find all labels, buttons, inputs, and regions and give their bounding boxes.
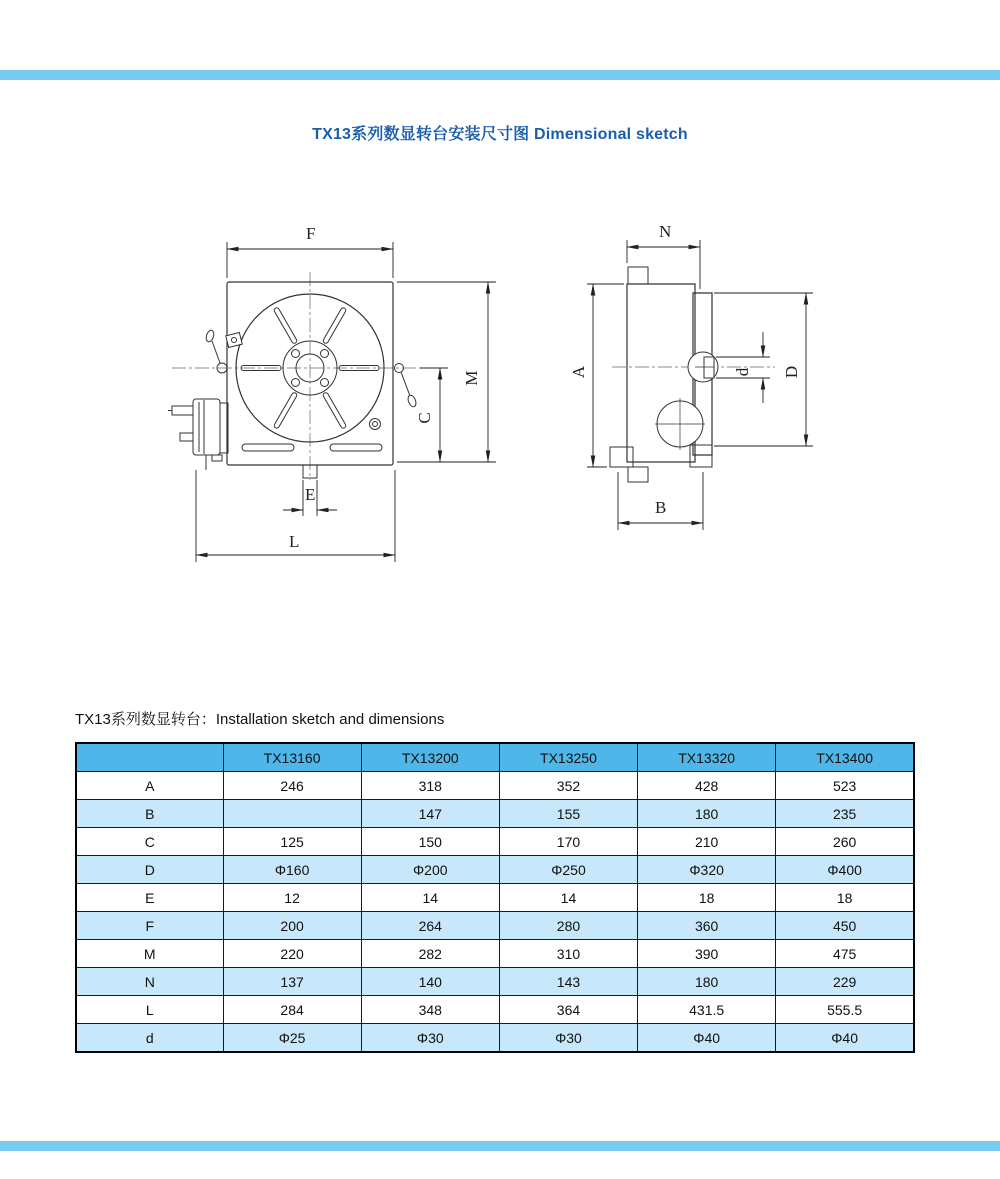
dim-label-C: C: [415, 412, 434, 424]
dim-label-L: L: [289, 532, 300, 551]
bottom-rule-bar: [0, 1141, 1000, 1151]
table-cell: 140: [361, 968, 499, 996]
table-cell: 235: [776, 800, 914, 828]
table-cell: d: [76, 1024, 223, 1053]
table-cell: 475: [776, 940, 914, 968]
table-cell: Φ30: [499, 1024, 637, 1053]
grease-fitting-icon: [370, 419, 381, 430]
table-cell: Φ25: [223, 1024, 361, 1053]
table-cell: 284: [223, 996, 361, 1024]
table-cell: B: [76, 800, 223, 828]
table-cell: E: [76, 884, 223, 912]
table-cell: TX13160: [223, 743, 361, 772]
dim-label-E: E: [305, 485, 316, 504]
table-cell: 260: [776, 828, 914, 856]
table-cell: 360: [638, 912, 776, 940]
table-cell: TX13400: [776, 743, 914, 772]
front-view: [168, 224, 496, 562]
table-cell: 229: [776, 968, 914, 996]
table-cell: 14: [361, 884, 499, 912]
table-cell: 143: [499, 968, 637, 996]
table-header-row: [76, 743, 914, 772]
dimensions-table: [75, 742, 915, 1053]
table-cell: 18: [776, 884, 914, 912]
page-title: TX13系列数显转台安装尺寸图 Dimensional sketch: [312, 126, 688, 143]
table-cell: TX13320: [638, 743, 776, 772]
dim-label-N: N: [659, 222, 672, 241]
table-cell: 246: [223, 772, 361, 800]
dim-M: [397, 282, 496, 462]
table-cell: 280: [499, 912, 637, 940]
table-cell: 155: [499, 800, 637, 828]
table-cell: N: [76, 968, 223, 996]
table-cell: 390: [638, 940, 776, 968]
table-cell: 431.5: [638, 996, 776, 1024]
dimensional-sketch: [100, 218, 860, 578]
dim-d: [716, 332, 770, 403]
handwheel-side: [655, 398, 705, 450]
table-cell: 200: [223, 912, 361, 940]
table-row: [76, 772, 914, 800]
table-cell: 12: [223, 884, 361, 912]
table-cell: F: [76, 912, 223, 940]
clamp-lever-left: [205, 329, 242, 373]
table-cell: 348: [361, 996, 499, 1024]
table-row: [76, 1024, 914, 1053]
table-cell: A: [76, 772, 223, 800]
dimensions-table-body: [76, 743, 914, 1052]
table-cell: D: [76, 856, 223, 884]
table-cell: 14: [499, 884, 637, 912]
table-cell: 352: [499, 772, 637, 800]
table-row: [76, 996, 914, 1024]
table-row: [76, 940, 914, 968]
table-cell: 310: [499, 940, 637, 968]
table-cell: [223, 800, 361, 828]
table-cell: 555.5: [776, 996, 914, 1024]
table-row: [76, 856, 914, 884]
table-cell: 264: [361, 912, 499, 940]
table-cell: 318: [361, 772, 499, 800]
table-row: [76, 800, 914, 828]
table-cell: 364: [499, 996, 637, 1024]
table-cell: 523: [776, 772, 914, 800]
table-cell: Φ40: [638, 1024, 776, 1053]
dim-N: [627, 240, 700, 289]
table-cell: [76, 743, 223, 772]
table-cell: Φ400: [776, 856, 914, 884]
table-cell: TX13250: [499, 743, 637, 772]
table-cell: 180: [638, 800, 776, 828]
dim-label-d: d: [733, 367, 752, 377]
side-view: [569, 222, 813, 530]
table-cell: 125: [223, 828, 361, 856]
table-cell: Φ30: [361, 1024, 499, 1053]
table-row: [76, 884, 914, 912]
table-cell: 150: [361, 828, 499, 856]
dim-label-A: A: [569, 365, 588, 379]
table-cell: 147: [361, 800, 499, 828]
table-cell: 137: [223, 968, 361, 996]
table-cell: C: [76, 828, 223, 856]
table-cell: TX13200: [361, 743, 499, 772]
table-cell: 170: [499, 828, 637, 856]
dim-label-D: D: [782, 365, 801, 379]
dim-label-B: B: [655, 498, 667, 517]
table-row: [76, 828, 914, 856]
table-cell: 450: [776, 912, 914, 940]
top-rule-bar: [0, 70, 1000, 80]
spindle-hub: [688, 352, 718, 382]
table-caption: TX13系列数显转台：Installation sketch and dimensions: [75, 711, 445, 728]
table-row: [76, 968, 914, 996]
handwheel-assembly: [168, 399, 228, 470]
table-cell: 220: [223, 940, 361, 968]
table-cell: Φ40: [776, 1024, 914, 1053]
dim-A: [587, 284, 624, 467]
dim-label-M: M: [462, 370, 481, 386]
table-cell: 180: [638, 968, 776, 996]
table-cell: Φ320: [638, 856, 776, 884]
clamp-lever-right: [395, 364, 418, 408]
table-cell: Φ200: [361, 856, 499, 884]
table-row: [76, 912, 914, 940]
table-cell: 428: [638, 772, 776, 800]
dim-label-F: F: [306, 224, 316, 243]
table-cell: 210: [638, 828, 776, 856]
table-cell: L: [76, 996, 223, 1024]
table-cell: Φ250: [499, 856, 637, 884]
table-cell: 18: [638, 884, 776, 912]
table-cell: M: [76, 940, 223, 968]
table-cell: 282: [361, 940, 499, 968]
table-cell: Φ160: [223, 856, 361, 884]
